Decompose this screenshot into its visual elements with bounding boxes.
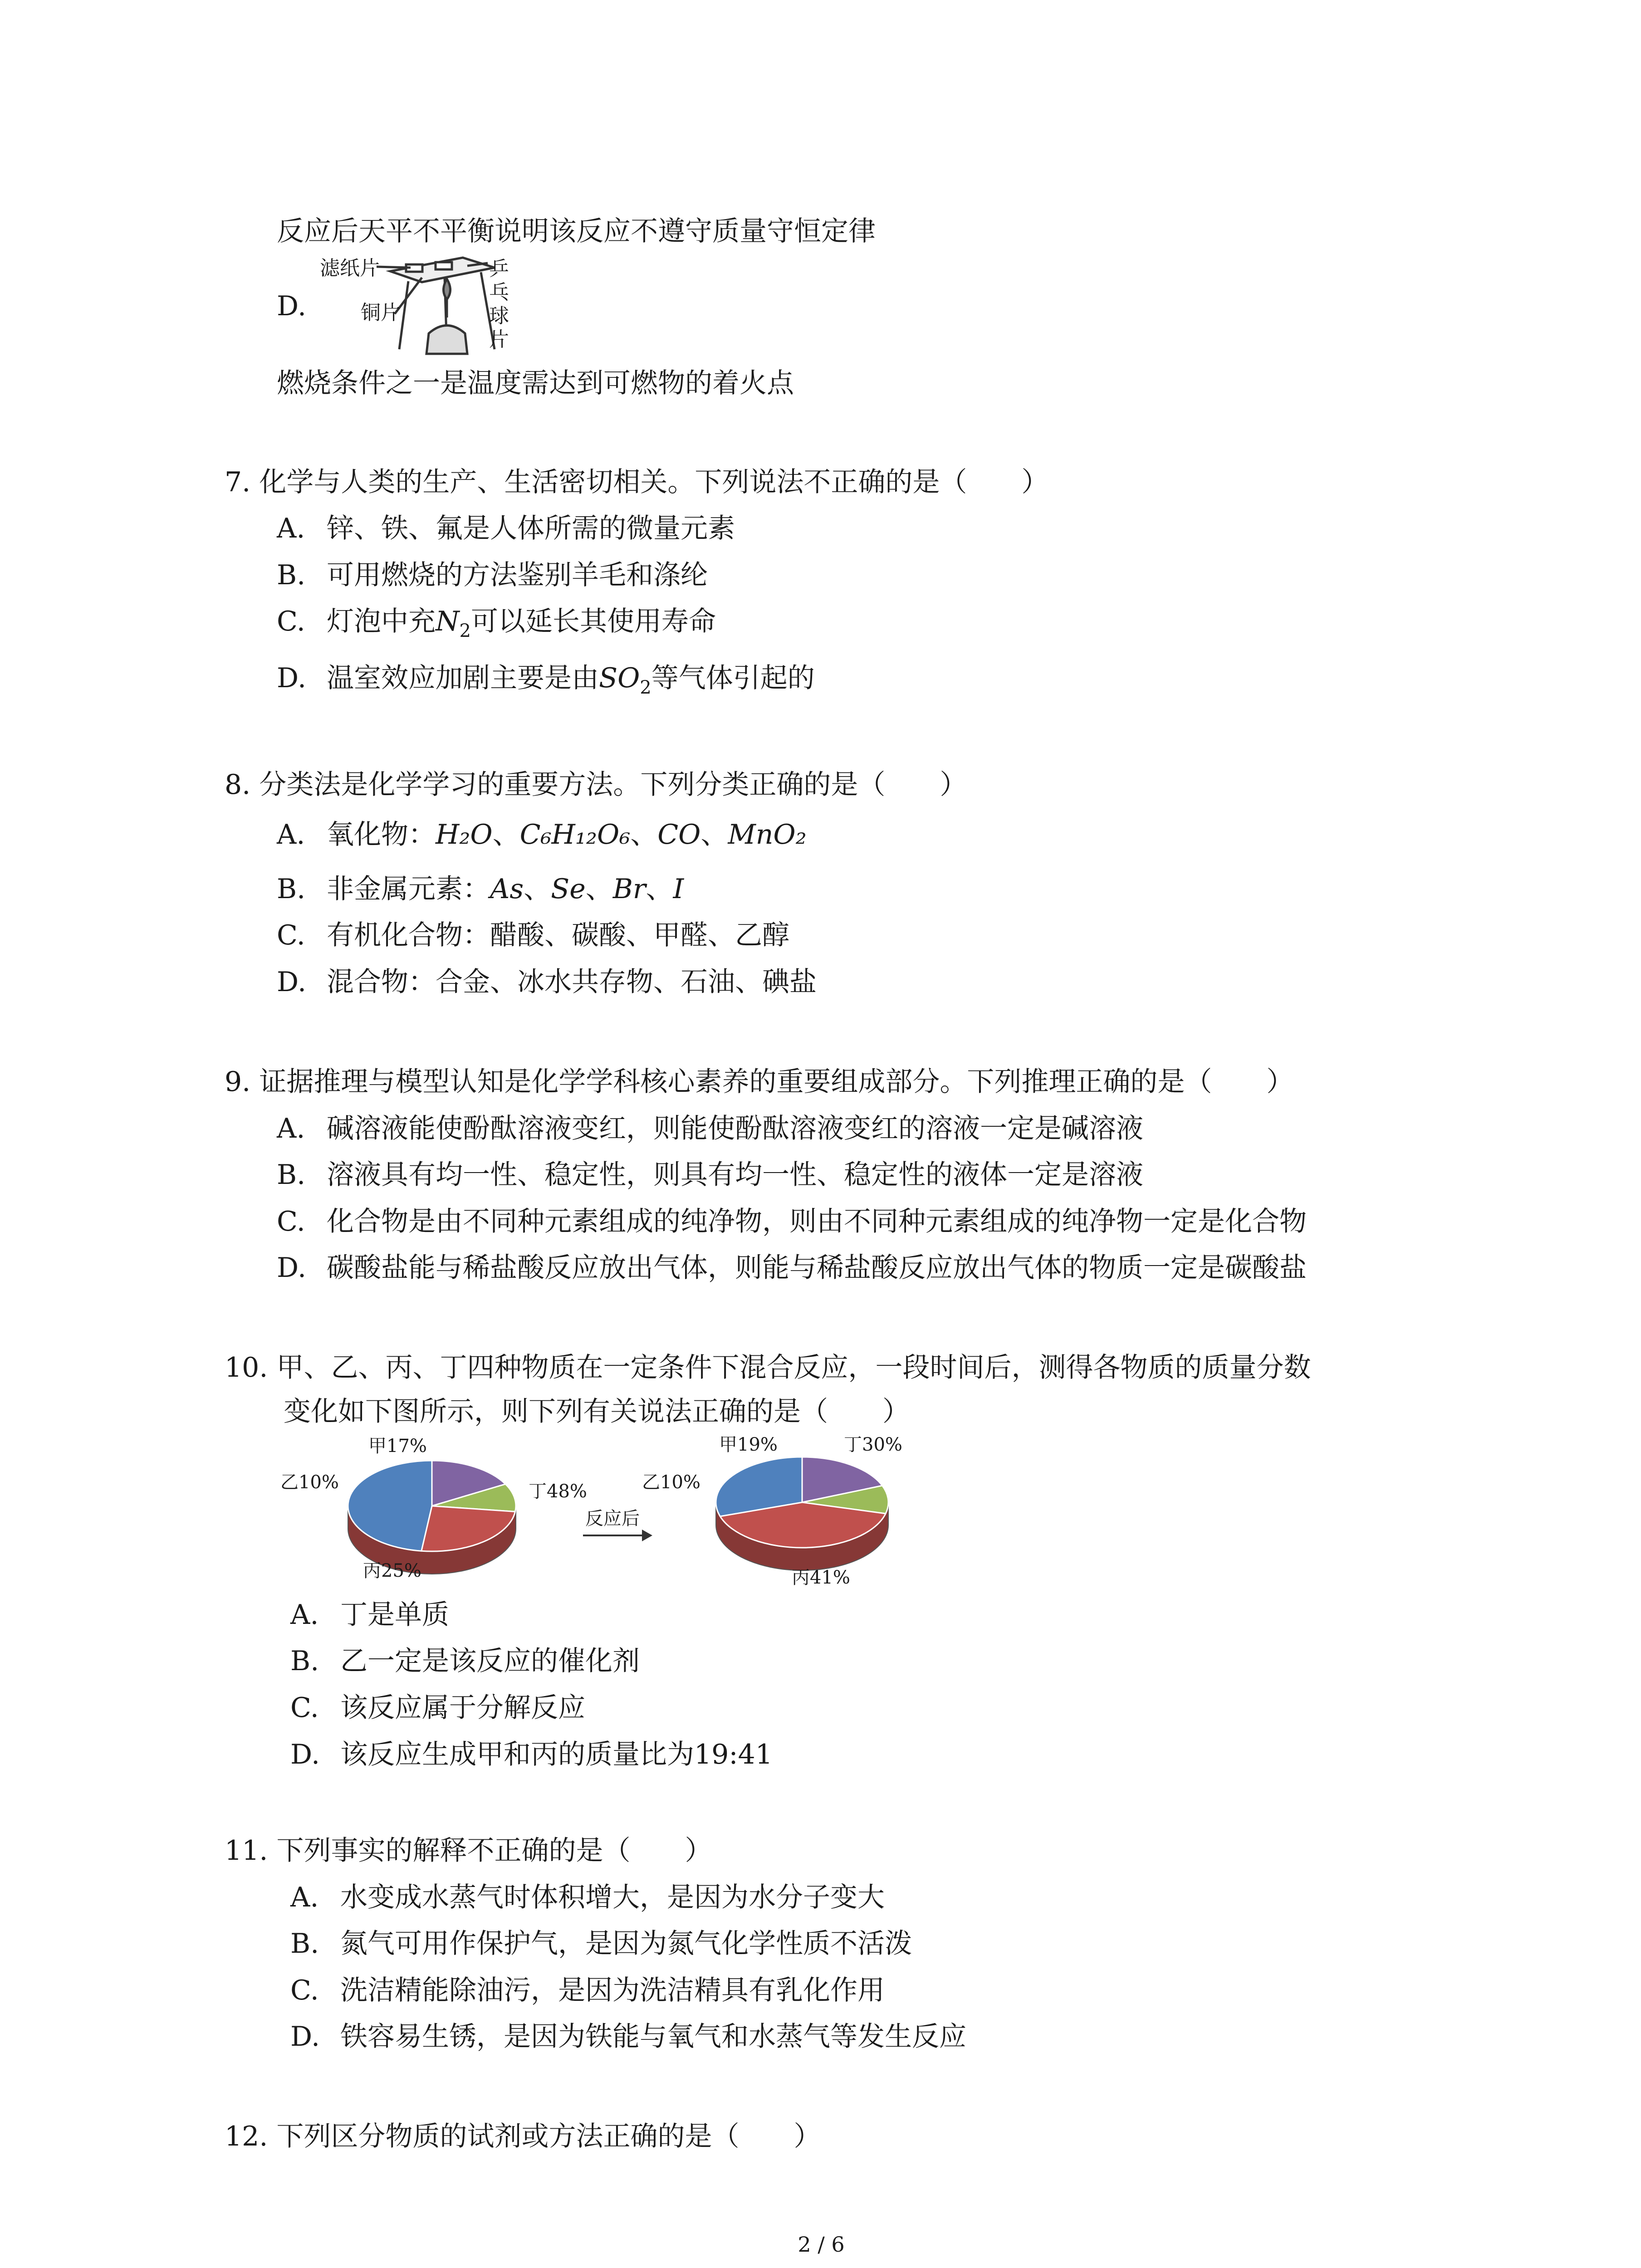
option-text: 丁是单质: [340, 1599, 449, 1631]
formula-4: MnO₂: [728, 819, 807, 850]
formula: N: [436, 606, 460, 637]
option-key: D.: [277, 662, 307, 694]
option-text: 氮气可用作保护气，是因为氮气化学性质不活泼: [340, 1928, 912, 1960]
element-2: Se: [551, 873, 586, 905]
formula-1: H₂O: [436, 819, 493, 850]
option-text-pre: 灯泡中充: [327, 606, 436, 637]
option-key: A.: [290, 1882, 319, 1913]
q6-c-conclusion: 反应后天平不平衡说明该反应不遵守质量守恒定律: [277, 215, 876, 247]
q10-option-b: [290, 1643, 640, 1679]
option-key: A.: [277, 513, 305, 544]
pie1-label-ding: 丁48%: [529, 1481, 587, 1502]
q10-option-c: [290, 1690, 585, 1726]
q8-stem-text: 分类法是化学学习的重要方法。下列分类正确的是（ ）: [259, 769, 967, 801]
element-4: I: [673, 873, 684, 905]
q8-number: 8.: [225, 769, 251, 801]
option-text: 碳酸盐能与稀盐酸反应放出气体，则能与稀盐酸反应放出气体的物质一定是碳酸盐: [327, 1252, 1307, 1284]
option-text: 可用燃烧的方法鉴别羊毛和涤纶: [327, 559, 708, 591]
option-key: B.: [277, 1159, 306, 1191]
option-key: C.: [277, 606, 305, 637]
option-key: C.: [277, 919, 305, 951]
q11-option-a: [290, 1879, 885, 1916]
q10-option-a: [290, 1597, 449, 1633]
formula-2: C₆H₁₂O₆: [519, 819, 631, 850]
option-text: 有机化合物：醋酸、碳酸、甲醛、乙醇: [327, 919, 789, 951]
q11-option-d: [290, 2019, 966, 2055]
q10-stem-text-1: 甲、乙、丙、丁四种物质在一定条件下混合反应，一段时间后，测得各物质的质量分数: [276, 1352, 1311, 1383]
q7-stem-text: 化学与人类的生产、生活密切相关。下列说法不正确的是（ ）: [259, 466, 1049, 498]
option-key: D.: [290, 1739, 320, 1770]
q9-stem-text: 证据推理与模型认知是化学学科核心素养的重要组成部分。下列推理正确的是（ ）: [259, 1066, 1294, 1098]
pie2-label-jia: 甲19%: [719, 1434, 778, 1455]
pie2-label-ding: 丁30%: [844, 1434, 902, 1455]
label-copper: 铜片: [361, 301, 401, 324]
q12-stem: [225, 2118, 821, 2155]
q12-stem-text: 下列区分物质的试剂或方法正确的是（ ）: [276, 2121, 821, 2152]
formula-subscript: 2: [459, 621, 471, 641]
option-text: 该反应生成甲和丙的质量比为19:41: [340, 1739, 773, 1770]
q6-d-conclusion: 燃烧条件之一是温度需达到可燃物的着火点: [277, 367, 794, 399]
q10-number: 10.: [225, 1352, 268, 1383]
option-key: B.: [290, 1645, 319, 1677]
q10-option-d: [290, 1736, 773, 1773]
option-key: A.: [277, 1113, 305, 1144]
q11-option-c: [290, 1972, 885, 2009]
option-text: 溶液具有均一性、稳定性，则具有均一性、稳定性的液体一定是溶液: [327, 1159, 1143, 1191]
q10-stem-line-2: 变化如下图所示，则下列有关说法正确的是（ ）: [284, 1396, 910, 1427]
element-1: As: [490, 873, 524, 905]
option-key: B.: [277, 559, 306, 591]
option-label: 非金属元素：: [327, 873, 490, 905]
option-key: D.: [290, 2021, 320, 2053]
option-text: 混合物：合金、冰水共存物、石油、碘盐: [327, 966, 817, 998]
option-text: 水变成水蒸气时体积增大，是因为水分子变大: [340, 1882, 885, 1913]
arrow-head: [642, 1530, 652, 1541]
option-text: 铁容易生锈，是因为铁能与氧气和水蒸气等发生反应: [340, 2021, 966, 2053]
formula-3: CO: [657, 819, 701, 850]
option-key: A.: [290, 1599, 319, 1631]
option-key: A.: [277, 819, 305, 850]
option-key: D.: [277, 1252, 307, 1284]
option-key: B.: [290, 1928, 319, 1960]
option-text: 化合物是由不同种元素组成的纯净物，则由不同种元素组成的纯净物一定是化合物: [327, 1206, 1307, 1237]
q11-number: 11.: [225, 1835, 268, 1867]
option-key: C.: [277, 1206, 305, 1237]
label-pingpong: 乒乓球片: [489, 257, 509, 351]
option-key: C.: [290, 1692, 319, 1724]
option-label: 氧化物：: [327, 819, 436, 850]
label-filter-paper: 滤纸片: [320, 257, 380, 280]
option-key: C.: [290, 1975, 319, 2006]
q8-option-b: B. 非金属元素：As、Se、Br、I: [277, 871, 684, 907]
formula-subscript: 2: [640, 677, 652, 698]
q11-option-b: [290, 1926, 912, 1962]
formula: SO: [599, 662, 640, 694]
option-text-post: 可以延长其使用寿命: [470, 606, 716, 637]
element-3: Br: [612, 873, 646, 905]
pie1-label-jia: 甲17%: [368, 1436, 427, 1457]
q11-stem: [225, 1833, 712, 1869]
option-text-pre: 温室效应加剧主要是由: [327, 662, 599, 694]
option-key: D.: [277, 966, 307, 998]
q11-stem-text: 下列事实的解释不正确的是（ ）: [276, 1835, 712, 1867]
pie2-label-bing: 丙41%: [792, 1567, 850, 1588]
arrow-label: 反应后: [585, 1508, 640, 1529]
pie1-label-yi: 乙10%: [280, 1472, 339, 1493]
option-text: 该反应属于分解反应: [340, 1692, 585, 1724]
pie1-label-bing: 丙25%: [363, 1560, 421, 1581]
pie2-label-yi: 乙10%: [642, 1472, 700, 1493]
q6-d-key: D.: [277, 290, 307, 322]
page-number: 2 / 6: [798, 2232, 845, 2257]
q9-number: 9.: [225, 1066, 251, 1098]
q12-number: 12.: [225, 2121, 268, 2152]
option-text: 洗洁精能除油污，是因为洗洁精具有乳化作用: [340, 1975, 885, 2006]
option-text: 碱溶液能使酚酞溶液变红，则能使酚酞溶液变红的溶液一定是碱溶液: [327, 1113, 1143, 1144]
option-text: 锌、铁、氟是人体所需的微量元素: [327, 513, 735, 544]
option-key: B.: [277, 873, 306, 905]
option-text: 乙一定是该反应的催化剂: [340, 1645, 640, 1677]
q7-number: 7.: [225, 466, 251, 498]
q8-option-a: A. 氧化物：H₂O、C₆H₁₂O₆、CO、MnO₂: [277, 816, 807, 853]
option-text-post: 等气体引起的: [651, 662, 815, 694]
